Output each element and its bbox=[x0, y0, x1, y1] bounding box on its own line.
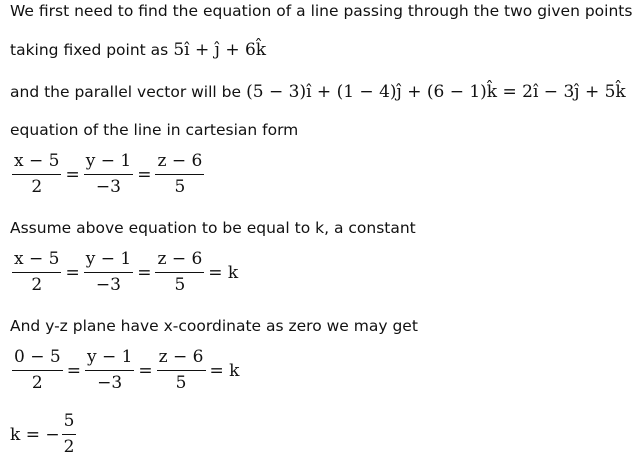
fraction-numerator: z − 6 bbox=[155, 250, 204, 273]
fraction-numerator: z − 6 bbox=[155, 152, 204, 175]
fraction-denominator: −3 bbox=[95, 274, 121, 295]
fraction-numerator: 5 bbox=[62, 412, 77, 435]
k-equals-minus: k = − bbox=[10, 424, 60, 445]
equals-sign: = bbox=[137, 262, 152, 283]
parallel-vector-line bbox=[10, 82, 626, 102]
fraction-k bbox=[62, 412, 77, 457]
equals-sign: = bbox=[65, 164, 80, 185]
constant-equation bbox=[10, 250, 240, 295]
fraction-denominator: 2 bbox=[63, 436, 75, 457]
equals-k: = k bbox=[209, 360, 240, 381]
fraction-y bbox=[85, 348, 134, 393]
fraction-numerator: z − 6 bbox=[157, 348, 206, 371]
fraction-denominator: 5 bbox=[174, 176, 186, 197]
fraction-denominator: 5 bbox=[175, 372, 187, 393]
fraction-x bbox=[12, 348, 63, 393]
fraction-z bbox=[155, 250, 204, 295]
fraction-denominator: −3 bbox=[95, 176, 121, 197]
fraction-y bbox=[84, 250, 133, 295]
cartesian-equation bbox=[10, 152, 206, 197]
fraction-y bbox=[84, 152, 133, 197]
fraction-denominator: 2 bbox=[31, 274, 43, 295]
plane-label: And y-z plane have x-coordinate as zero we may get bbox=[10, 317, 418, 335]
fixed-point-label: taking fixed point as bbox=[10, 41, 169, 59]
fraction-x bbox=[12, 250, 61, 295]
fraction-denominator: −3 bbox=[97, 372, 123, 393]
equals-sign: = bbox=[137, 164, 152, 185]
substituted-equation bbox=[10, 348, 241, 393]
fraction-numerator: x − 5 bbox=[12, 152, 61, 175]
fraction-numerator: y − 1 bbox=[84, 250, 133, 273]
fixed-point-vector: 5î + ĵ + 6k̂ bbox=[173, 40, 267, 60]
equals-sign: = bbox=[66, 360, 81, 381]
equals-k: = k bbox=[208, 262, 239, 283]
fraction-numerator: x − 5 bbox=[12, 250, 61, 273]
intro-text: We first need to find the equation of a line passing through the two given points bbox=[10, 2, 633, 20]
parallel-vector-expression: (5 − 3)î + (1 − 4)ĵ + (6 − 1)k̂ = 2î − 3ĵ + 5k̂ bbox=[246, 82, 626, 102]
k-result bbox=[10, 412, 78, 457]
fraction-denominator: 2 bbox=[31, 176, 43, 197]
equals-sign: = bbox=[65, 262, 80, 283]
equals-sign: = bbox=[138, 360, 153, 381]
fraction-numerator: y − 1 bbox=[84, 152, 133, 175]
fraction-numerator: y − 1 bbox=[85, 348, 134, 371]
fraction-numerator: 0 − 5 bbox=[12, 348, 63, 371]
fixed-point-line bbox=[10, 40, 266, 60]
fraction-denominator: 2 bbox=[31, 372, 43, 393]
fraction-z bbox=[157, 348, 206, 393]
cartesian-label: equation of the line in cartesian form bbox=[10, 121, 299, 139]
fraction-x bbox=[12, 152, 61, 197]
fraction-denominator: 5 bbox=[174, 274, 186, 295]
fraction-z bbox=[155, 152, 204, 197]
assume-label: Assume above equation to be equal to k, a constant bbox=[10, 219, 416, 237]
parallel-vector-label: and the parallel vector will be bbox=[10, 83, 242, 101]
